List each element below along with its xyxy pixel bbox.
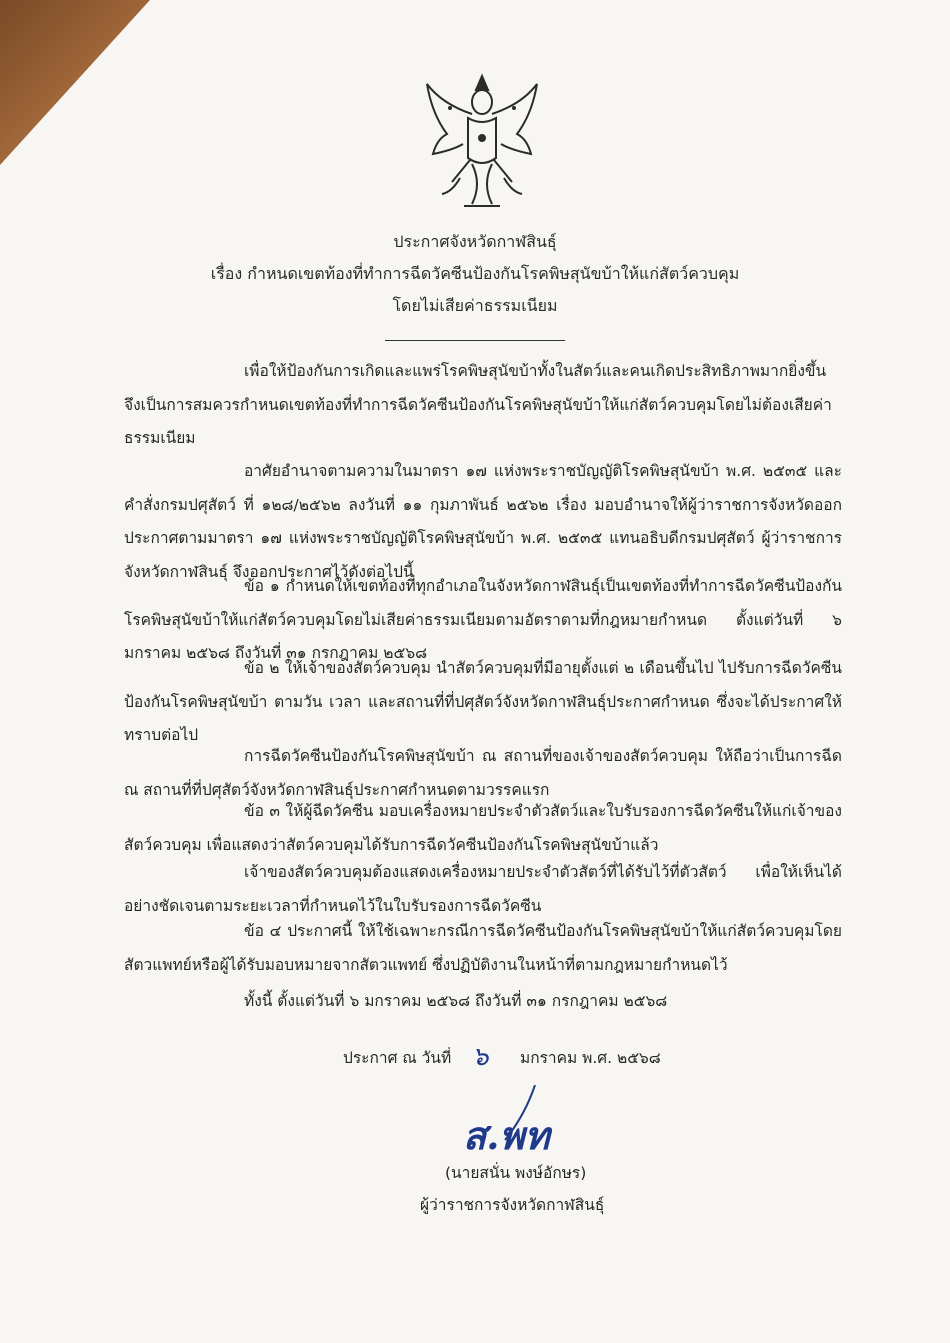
title-divider [385, 340, 565, 341]
paragraph-clause-4: ข้อ ๔ ประกาศนี้ ให้ใช้เฉพาะกรณีการฉีดวัคซีนป้องกันโรคพิษสุนัขบ้าให้แก่สัตว์ควบคุมโดยสัตวแพทย์หรือผู้ได้รับมอบหมายจากสัตวแพทย์ ซึ่งปฏิบัติงานในหน้าที่ตามกฎหมายกำหนดไว้ [124, 922, 842, 974]
issuer-heading: ประกาศจังหวัดกาฬสินธุ์ [393, 232, 557, 251]
paragraph-preamble: เพื่อให้ป้องกันการเกิดและแพร่โรคพิษสุนัขบ้าทั้งในสัตว์และคนเกิดประสิทธิภาพมากยิ่งขึ้น จึงเป็นการสมควรกำหนดเขตท้องที่ทำการฉีดวัคซีนป้องกันโรคพิษสุนัขบ้าให้แก่สัตว์ควบคุมโดยไม่ต้องเสียค่าธรรมเนียม [124, 362, 832, 447]
dateline-month-year: มกราคม พ.ศ. ๒๕๖๘ [520, 1049, 661, 1067]
signature-handwritten: ส.พท [463, 1113, 550, 1158]
signatory-name: (นายสนั่น พงษ์อักษร) [445, 1164, 587, 1182]
garuda-emblem-icon [420, 68, 545, 218]
paragraph-clause-3-note: เจ้าของสัตว์ควบคุมต้องแสดงเครื่องหมายประจำตัวสัตว์ที่ได้รับไว้ที่ตัวสัตว์ เพื่อให้เห็นได้อย่างชัดเจนตามระยะเวลาที่กำหนดไว้ในใบรับรองการฉีดวัคซีน [124, 863, 842, 915]
signatory-position: ผู้ว่าราชการจังหวัดกาฬสินธุ์ [420, 1196, 605, 1214]
subject-line-2: โดยไม่เสียค่าธรรมเนียม [392, 296, 558, 315]
paragraph-authority: อาศัยอำนาจตามความในมาตรา ๑๗ แห่งพระราชบัญญัติโรคพิษสุนัขบ้า พ.ศ. ๒๕๓๕ และคำสั่งกรมปศุสัตว์ ที่ ๑๒๘/๒๕๖๒ ลงวันที่ ๑๑ กุมภาพันธ์ ๒๕๖๒ เรื่อง มอบอำนาจให้ผู้ว่าราชการจังหวัดออกประกาศตามมาตรา ๑๗ แห่งพระราชบัญญัติโรคพิษสุนัขบ้า พ.ศ. ๒๕๓๕ แทนอธิบดีกรมปศุสัตว์ ผู้ว่าราชการจังหวัดกาฬสินธุ์ จึงออกประกาศไว้ดังต่อไปนี้ [124, 462, 842, 581]
paragraph-clause-2-note: การฉีดวัคซีนป้องกันโรคพิษสุนัขบ้า ณ สถานที่ของเจ้าของสัตว์ควบคุม ให้ถือว่าเป็นการฉีด ณ สถานที่ที่ปศุสัตว์จังหวัดกาฬสินธุ์ประกาศกำหนดตามวรรคแรก [124, 747, 842, 799]
paragraph-clause-2: ข้อ ๒ ให้เจ้าของสัตว์ควบคุม นำสัตว์ควบคุมที่มีอายุตั้งแต่ ๒ เดือนขึ้นไป ไปรับการฉีดวัคซีนป้องกันโรคพิษสุนัขบ้า ตามวัน เวลา และสถานที่ที่ปศุสัตว์จังหวัดกาฬสินธุ์ประกาศกำหนด ซึ่งจะได้ประกาศให้ทราบต่อไป [124, 659, 842, 744]
paragraph-clause-1: ข้อ ๑ กำหนดให้เขตท้องที่ทุกอำเภอในจังหวัดกาฬสินธุ์เป็นเขตท้องที่ทำการฉีดวัคซีนป้องกันโรคพิษสุนัขบ้าให้แก่สัตว์ควบคุมโดยไม่เสียค่าธรรมเนียมตามอัตราตามที่กฎหมายกำหนด ตั้งแต่วันที่ ๖ มกราคม ๒๕๖๘ ถึงวันที่ ๓๑ กรกฎาคม ๒๕๖๘ [124, 577, 842, 662]
paragraph-effective-period: ทั้งนี้ ตั้งแต่วันที่ ๖ มกราคม ๒๕๖๘ ถึงวันที่ ๓๑ กรกฎาคม ๒๕๖๘ [244, 992, 668, 1010]
dateline-day: ๖ [472, 1042, 489, 1072]
paragraph-clause-3: ข้อ ๓ ให้ผู้ฉีดวัคซีน มอบเครื่องหมายประจำตัวสัตว์และใบรับรองการฉีดวัคซีนให้แก่เจ้าของสัตว์ควบคุม เพื่อแสดงว่าสัตว์ควบคุมได้รับการฉีดวัคซีนป้องกันโรคพิษสุนัขบ้าแล้ว [124, 802, 842, 854]
subject-line-1: เรื่อง กำหนดเขตท้องที่ทำการฉีดวัคซีนป้องกันโรคพิษสุนัขบ้าให้แก่สัตว์ควบคุม [210, 264, 740, 283]
dateline-prefix: ประกาศ ณ วันที่ [343, 1049, 452, 1067]
